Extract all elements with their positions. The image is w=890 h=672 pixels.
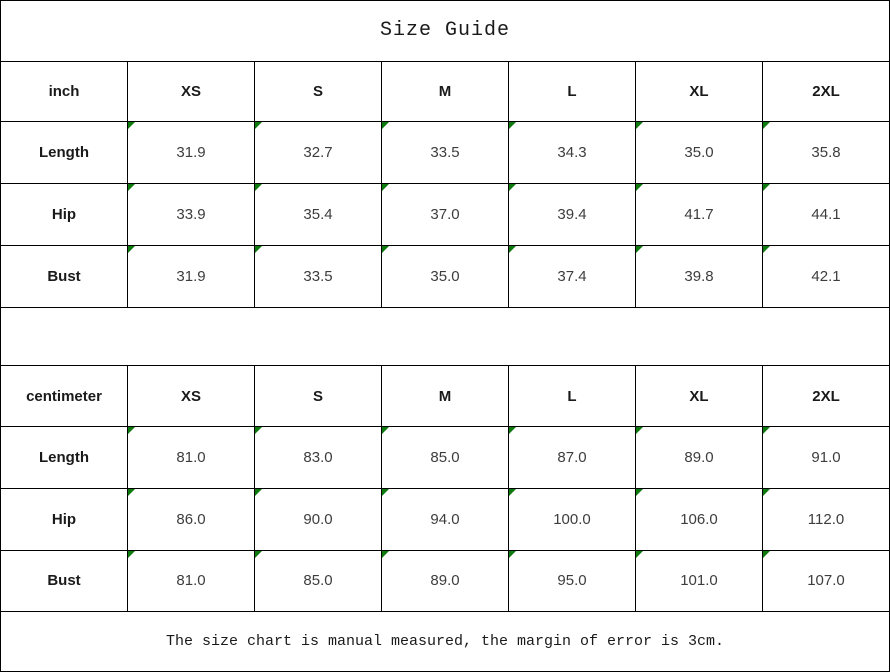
- size-value-cell: [128, 122, 255, 184]
- cm-header-row: [1, 366, 890, 427]
- size-value: 34.3: [557, 144, 587, 162]
- cell-corner-marker-icon: [382, 427, 389, 434]
- cell-corner-marker-icon: [382, 122, 389, 129]
- cell-corner-marker-icon: [636, 122, 643, 129]
- size-value-cell: [509, 550, 636, 612]
- size-value: 39.8: [684, 267, 714, 285]
- inch-bust-row: [1, 245, 890, 307]
- size-value-cell: [255, 245, 382, 307]
- col-header-2xl: 2XL: [763, 61, 890, 122]
- size-value-cell: [255, 550, 382, 612]
- cell-corner-marker-icon: [636, 184, 643, 191]
- size-value: 81.0: [176, 448, 206, 466]
- size-value-cell: [255, 427, 382, 489]
- cell-corner-marker-icon: [509, 489, 516, 496]
- cell-corner-marker-icon: [382, 246, 389, 253]
- cell-corner-marker-icon: [255, 246, 262, 253]
- inch-header-row: [1, 61, 890, 122]
- size-value: 83.0: [303, 448, 333, 466]
- cell-corner-marker-icon: [509, 246, 516, 253]
- row-label-bust: Bust: [1, 245, 128, 307]
- cell-corner-marker-icon: [255, 184, 262, 191]
- size-value: 94.0: [430, 510, 460, 528]
- size-value-cell: [509, 427, 636, 489]
- col-header-m: M: [382, 61, 509, 122]
- inch-length-row: [1, 122, 890, 184]
- cell-corner-marker-icon: [382, 184, 389, 191]
- col-header-2xl: 2XL: [763, 366, 890, 427]
- size-value-cell: [382, 427, 509, 489]
- cell-corner-marker-icon: [255, 551, 262, 558]
- cell-corner-marker-icon: [636, 489, 643, 496]
- size-value-cell: [509, 184, 636, 246]
- cell-corner-marker-icon: [509, 122, 516, 129]
- size-value: 100.0: [553, 510, 591, 528]
- row-label-hip: Hip: [1, 184, 128, 246]
- cell-corner-marker-icon: [128, 489, 135, 496]
- size-value-cell: [763, 550, 890, 612]
- size-value: 81.0: [176, 572, 206, 590]
- col-header-xl: XL: [636, 61, 763, 122]
- cell-corner-marker-icon: [382, 551, 389, 558]
- row-label-length: Length: [1, 122, 128, 184]
- cell-corner-marker-icon: [128, 551, 135, 558]
- col-header-l: L: [509, 366, 636, 427]
- size-value: 33.5: [430, 144, 460, 162]
- size-value-cell: [382, 245, 509, 307]
- cell-corner-marker-icon: [636, 551, 643, 558]
- footer-note: The size chart is manual measured, the margin of error is 3cm.: [1, 612, 890, 672]
- size-value: 33.9: [176, 206, 206, 224]
- size-value: 85.0: [430, 448, 460, 466]
- size-value: 91.0: [811, 448, 841, 466]
- size-value-cell: [128, 245, 255, 307]
- size-value: 87.0: [557, 448, 587, 466]
- inch-hip-row: [1, 184, 890, 246]
- col-header-xl: XL: [636, 366, 763, 427]
- cell-corner-marker-icon: [763, 489, 770, 496]
- size-value: 42.1: [811, 267, 841, 285]
- size-value: 31.9: [176, 267, 206, 285]
- size-value: 85.0: [303, 572, 333, 590]
- cell-corner-marker-icon: [509, 427, 516, 434]
- size-value-cell: [255, 184, 382, 246]
- size-value-cell: [509, 122, 636, 184]
- cell-corner-marker-icon: [509, 184, 516, 191]
- size-value-cell: [255, 122, 382, 184]
- size-value: 86.0: [176, 510, 206, 528]
- size-value-cell: [128, 184, 255, 246]
- size-value-cell: [128, 550, 255, 612]
- size-value-cell: [763, 245, 890, 307]
- size-value-cell: [763, 488, 890, 550]
- cell-corner-marker-icon: [636, 427, 643, 434]
- size-value: 35.0: [430, 267, 460, 285]
- cell-corner-marker-icon: [128, 427, 135, 434]
- cell-corner-marker-icon: [382, 489, 389, 496]
- col-header-s: S: [255, 366, 382, 427]
- size-value: 44.1: [811, 206, 841, 224]
- cm-bust-row: [1, 550, 890, 612]
- size-value: 31.9: [176, 144, 206, 162]
- size-value-cell: [128, 427, 255, 489]
- size-value-cell: [763, 122, 890, 184]
- size-value: 39.4: [557, 206, 587, 224]
- size-value: 89.0: [430, 572, 460, 590]
- footer-row: [1, 612, 890, 672]
- spacer-row: [1, 307, 890, 366]
- cell-corner-marker-icon: [128, 122, 135, 129]
- col-header-l: L: [509, 61, 636, 122]
- size-value-cell: [382, 550, 509, 612]
- col-header-s: S: [255, 61, 382, 122]
- size-value-cell: [382, 122, 509, 184]
- size-value-cell: [636, 245, 763, 307]
- size-value-cell: [382, 184, 509, 246]
- spacer-cell: [1, 307, 890, 366]
- cm-length-row: [1, 427, 890, 489]
- size-value-cell: [636, 122, 763, 184]
- size-value: 112.0: [807, 510, 845, 528]
- size-value: 37.4: [557, 267, 587, 285]
- size-value: 89.0: [684, 448, 714, 466]
- size-value: 90.0: [303, 510, 333, 528]
- size-value-cell: [509, 245, 636, 307]
- title-row: [1, 1, 890, 62]
- size-value: 41.7: [684, 206, 714, 224]
- cell-corner-marker-icon: [509, 551, 516, 558]
- cell-corner-marker-icon: [763, 551, 770, 558]
- cm-hip-row: [1, 488, 890, 550]
- size-value-cell: [636, 184, 763, 246]
- col-header-xs: XS: [128, 366, 255, 427]
- cell-corner-marker-icon: [128, 246, 135, 253]
- size-value-cell: [509, 488, 636, 550]
- cell-corner-marker-icon: [128, 184, 135, 191]
- size-value: 35.4: [303, 206, 333, 224]
- row-label-hip: Hip: [1, 488, 128, 550]
- size-value: 35.0: [684, 144, 714, 162]
- size-value-cell: [763, 427, 890, 489]
- col-header-xs: XS: [128, 61, 255, 122]
- col-header-m: M: [382, 366, 509, 427]
- size-value: 32.7: [303, 144, 333, 162]
- row-label-bust: Bust: [1, 550, 128, 612]
- size-value: 106.0: [680, 510, 718, 528]
- cell-corner-marker-icon: [636, 246, 643, 253]
- size-value-cell: [636, 427, 763, 489]
- row-label-length: Length: [1, 427, 128, 489]
- cell-corner-marker-icon: [763, 246, 770, 253]
- size-value: 101.0: [680, 572, 718, 590]
- size-value-cell: [763, 184, 890, 246]
- size-value: 107.0: [807, 572, 845, 590]
- size-value: 37.0: [430, 206, 460, 224]
- size-value-cell: [255, 488, 382, 550]
- size-value-cell: [636, 550, 763, 612]
- size-value-cell: [382, 488, 509, 550]
- size-value: 95.0: [557, 572, 587, 590]
- cell-corner-marker-icon: [763, 184, 770, 191]
- size-value: 33.5: [303, 267, 333, 285]
- inch-unit-label: inch: [1, 61, 128, 122]
- cell-corner-marker-icon: [255, 489, 262, 496]
- cell-corner-marker-icon: [763, 122, 770, 129]
- cell-corner-marker-icon: [763, 427, 770, 434]
- cell-corner-marker-icon: [255, 122, 262, 129]
- size-value-cell: [128, 488, 255, 550]
- size-value-cell: [636, 488, 763, 550]
- cm-unit-label: centimeter: [1, 366, 128, 427]
- size-value: 35.8: [811, 144, 841, 162]
- page-title: Size Guide: [1, 1, 890, 62]
- cell-corner-marker-icon: [255, 427, 262, 434]
